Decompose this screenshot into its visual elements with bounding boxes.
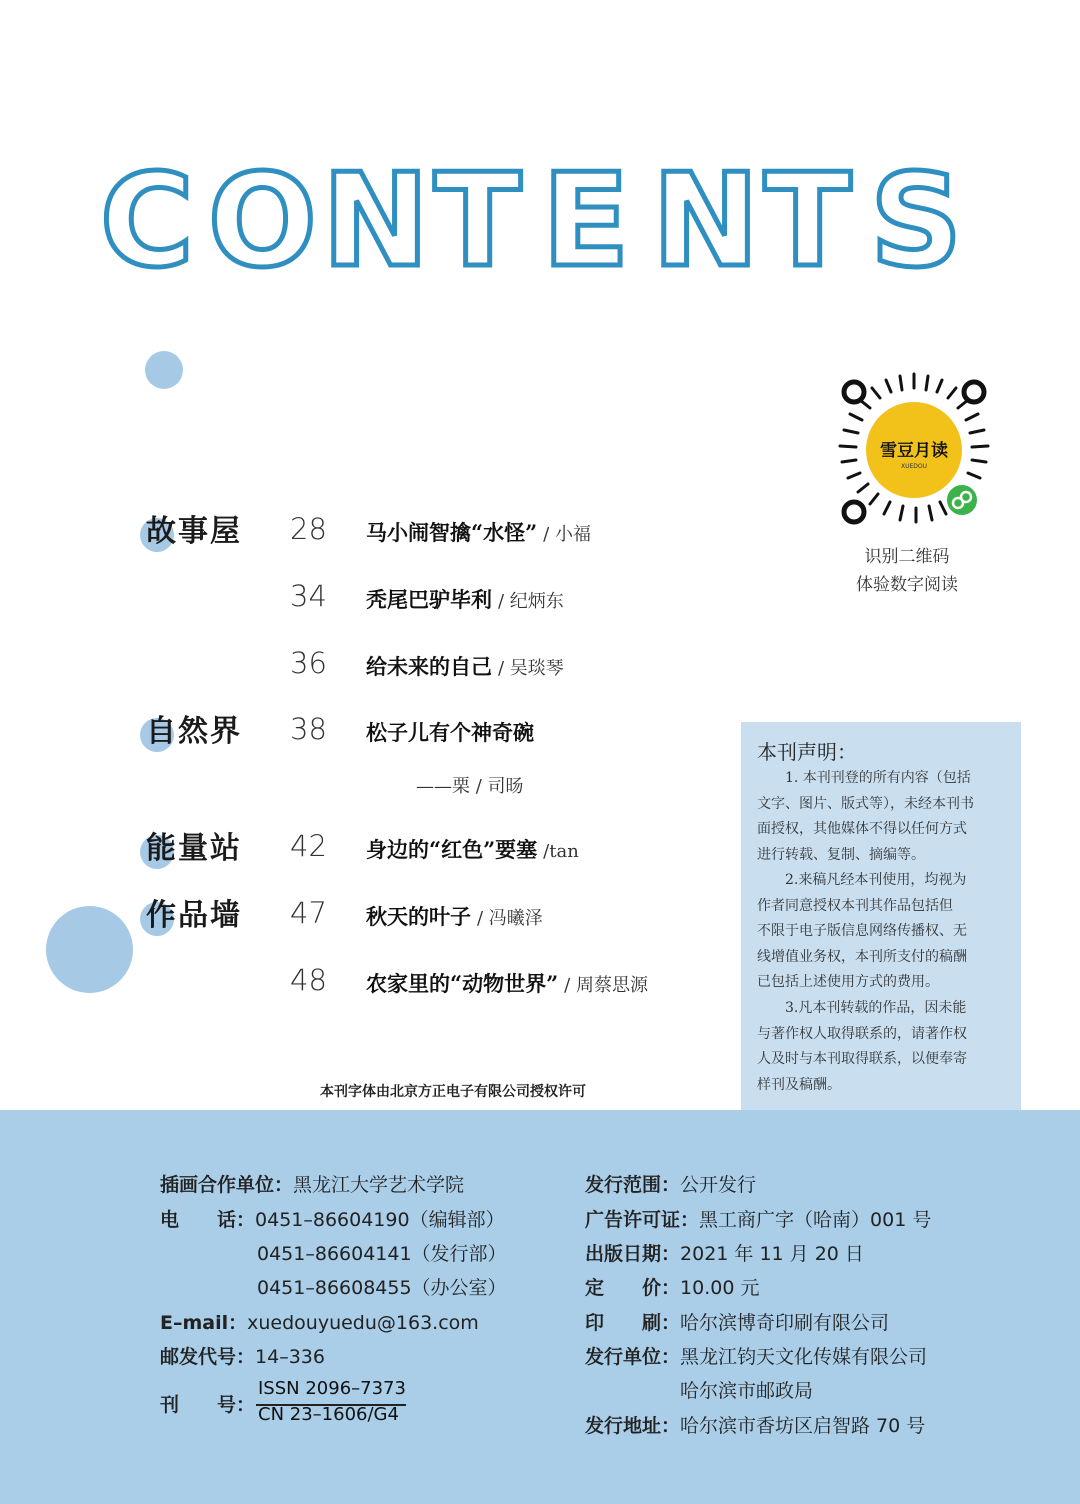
toc-entry[interactable] [366, 517, 591, 547]
toc-author: / 纪炳东 [498, 591, 564, 612]
info-publish-date: 出版日期：2021 年 11 月 20 日 [585, 1243, 864, 1265]
notice-box [741, 722, 1021, 1110]
page-number: 38 [290, 712, 327, 746]
title-letter: N [652, 150, 760, 285]
info-illustration: 插画合作单位：黑龙江大学艺术学院 [160, 1174, 465, 1196]
decorative-dot [46, 906, 133, 993]
info-publisher-2: 哈尔滨市邮政局 [680, 1380, 814, 1402]
toc-author: ——栗 / 司旸 [416, 776, 524, 797]
toc-entry[interactable] [366, 584, 564, 614]
toc-author: / 冯曦泽 [477, 908, 543, 929]
notice-paragraph: 2.来稿凡经本刊使用，均视为 作者同意授权本刊其作品包括但 不限于电子版信息网络传播权、无 线增值业务权，本刊所支付的稿酬 已包括上述使用方式的费用。 [757, 872, 967, 991]
title-letter: E [542, 150, 630, 285]
toc-author: /tan [543, 841, 579, 862]
toc-title: 秃尾巴驴毕利 [366, 587, 492, 612]
page-number: 48 [290, 963, 327, 997]
page-number: 36 [290, 646, 327, 680]
page-number: 42 [290, 829, 327, 863]
info-price: 定 价：10.00 元 [585, 1277, 760, 1299]
section-label: 故事屋 [146, 514, 242, 549]
qr-code-icon[interactable] [832, 370, 996, 534]
notice-paragraph: 3.凡本刊转载的作品，因未能 与著作权人取得联系的，请著作权 人及时与本刊取得联系，以便奉寄 样刊及稿酬。 [757, 1000, 967, 1093]
info-phone-3: 0451–86608455（办公室） [257, 1277, 507, 1299]
toc-entry[interactable] [366, 901, 543, 931]
qr-caption-line2: 体验数字阅读 [856, 575, 958, 595]
page-number: 28 [290, 512, 327, 546]
toc-author: / 吴琰琴 [498, 658, 564, 679]
title-letter: N [322, 150, 430, 285]
decorative-dot [145, 351, 183, 389]
title-letter: O [208, 150, 317, 285]
page-number: 34 [290, 579, 327, 613]
toc-title: 松子儿有个神奇碗 [366, 720, 534, 745]
section-label: 能量站 [146, 831, 242, 866]
toc-entry[interactable] [366, 717, 534, 747]
font-license-note: 本刊字体由北京方正电子有限公司授权许可 [320, 1084, 586, 1100]
toc-entry[interactable] [366, 651, 564, 681]
info-scope: 发行范围：公开发行 [585, 1174, 757, 1196]
toc-author: / 小福 [543, 524, 591, 545]
title-letter: S [870, 150, 963, 285]
section-label: 自然界 [146, 714, 242, 749]
notice-paragraph: 1. 本刊刊登的所有内容（包括 文字、图片、版式等），未经本刊书 面授权，其他媒体不得以任何方式 进行转载、复制、摘编等。 [757, 770, 974, 863]
toc-entry[interactable] [366, 834, 579, 864]
info-phone: 电 话：0451–86604190（编辑部） [160, 1209, 505, 1231]
info-printer: 印 刷：哈尔滨博奇印刷有限公司 [585, 1312, 890, 1334]
toc-title: 秋天的叶子 [366, 904, 471, 929]
section-label: 作品墙 [146, 898, 242, 933]
qr-logo-text: 雪豆月读 [880, 441, 948, 461]
info-email[interactable]: E–mail：xuedouyuedu@163.com [160, 1312, 479, 1334]
title-letter: T [764, 150, 852, 285]
contents-title [100, 150, 980, 285]
qr-logo-sub: XUEDOU [900, 463, 928, 470]
qr-caption-line1: 识别二维码 [864, 547, 950, 567]
title-letter: C [100, 150, 194, 285]
page-number: 47 [290, 896, 327, 930]
notice-title: 本刊声明： [757, 740, 857, 764]
toc-title: 给未来的自己 [366, 654, 492, 679]
toc-title: 农家里的“动物世界” [366, 971, 559, 996]
title-letter: T [434, 150, 522, 285]
info-ad-license: 广告许可证：黑工商广字（哈南）001 号 [585, 1209, 932, 1231]
info-issn: ISSN 2096–7373 [258, 1378, 406, 1399]
info-issue-label: 刊 号： [160, 1394, 256, 1416]
info-publisher: 发行单位：黑龙江钧天文化传媒有限公司 [585, 1346, 928, 1368]
toc-title: 身边的“红色”要塞 [366, 837, 538, 862]
info-cn: CN 23–1606/G4 [258, 1404, 399, 1425]
info-phone-2: 0451–86604141（发行部） [257, 1243, 507, 1265]
toc-author: / 周蔡思源 [564, 975, 648, 996]
toc-entry[interactable] [366, 968, 648, 998]
toc-title: 马小闹智擒“水怪” [366, 520, 538, 545]
info-postal-code: 邮发代号：14–336 [160, 1346, 325, 1368]
info-address: 发行地址：哈尔滨市香坊区启智路 70 号 [585, 1415, 926, 1437]
